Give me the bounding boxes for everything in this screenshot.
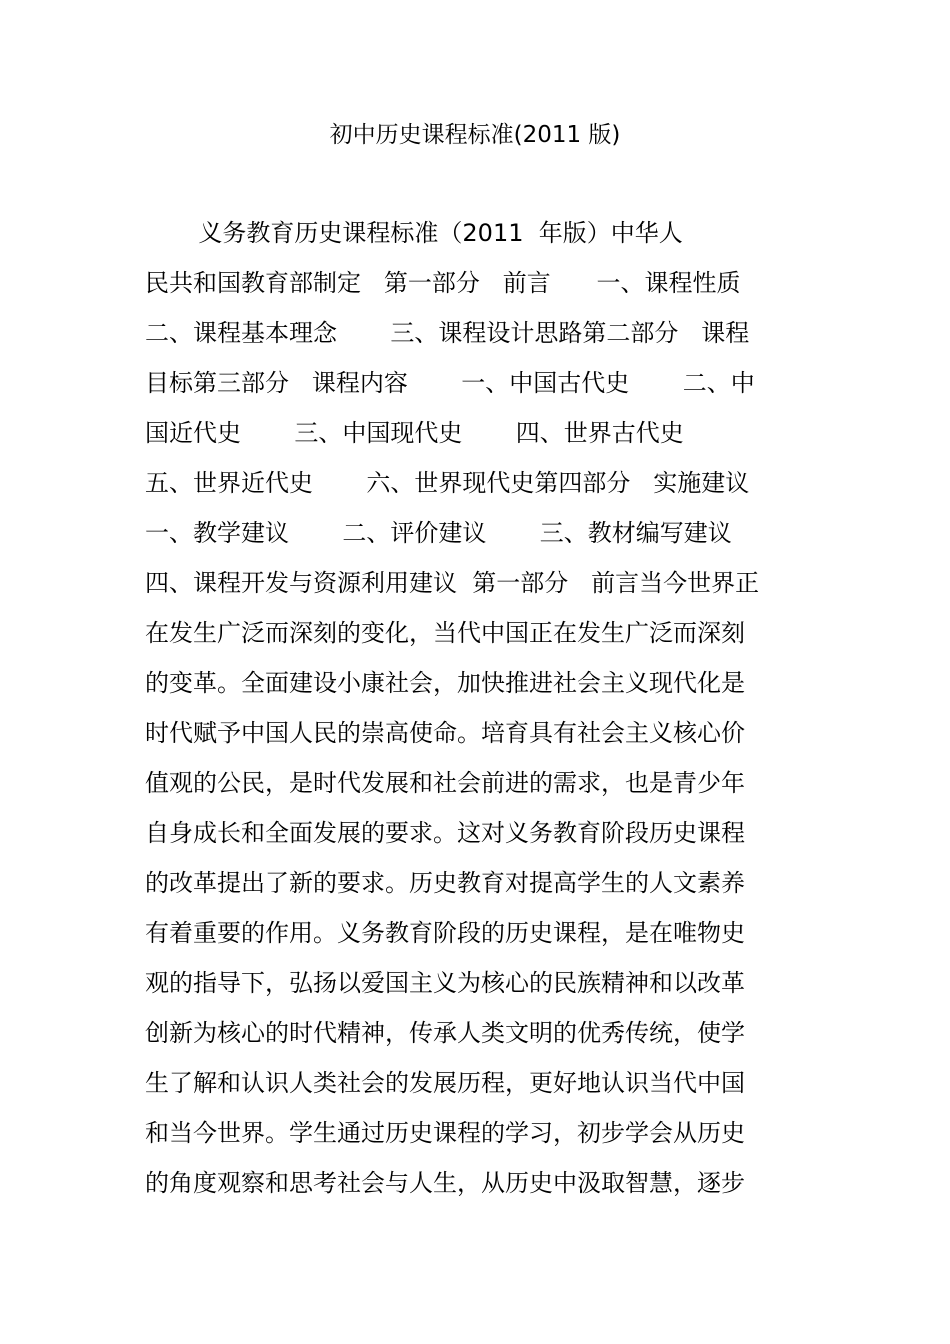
body-line-12: 值观的公民，是时代发展和社会前进的需求，也是青少年	[145, 769, 745, 797]
body-line-16: 观的指导下，弘扬以爱国主义为核心的民族精神和以改革	[145, 969, 745, 997]
body-line-18: 生了解和认识人类社会的发展历程，更好地认识当代中国	[145, 1069, 745, 1097]
body-line-9: 在发生广泛而深刻的变化，当代中国正在发生广泛而深刻	[145, 619, 745, 647]
body-line-17: 创新为核心的时代精神，传承人类文明的优秀传统，使学	[145, 1019, 745, 1047]
body-line-1: 义务教育历史课程标准（2011 年版）中华人	[145, 219, 683, 247]
body-line-20: 的角度观察和思考社会与人生，从历史中汲取智慧，逐步	[145, 1169, 745, 1197]
body-line-19: 和当今世界。学生通过历史课程的学习，初步学会从历史	[145, 1119, 745, 1147]
body-line-11: 时代赋予中国人民的崇高使命。培育具有社会主义核心价	[145, 719, 745, 747]
body-line-5: 国近代史 三、中国现代史 四、世界古代史	[145, 419, 684, 447]
document-title: 初中历史课程标准(2011 版)	[329, 122, 621, 148]
body-line-15: 有着重要的作用。义务教育阶段的历史课程，是在唯物史	[145, 919, 745, 947]
body-line-4: 目标第三部分 课程内容 一、中国古代史 二、中	[145, 369, 755, 397]
body-line-2: 民共和国教育部制定 第一部分 前言 一、课程性质	[145, 269, 741, 297]
body-line-14: 的改革提出了新的要求。历史教育对提高学生的人文素养	[145, 869, 745, 897]
body-line-8: 四、课程开发与资源利用建议 第一部分 前言当今世界正	[145, 569, 760, 597]
body-line-7: 一、教学建议 二、评价建议 三、教材编写建议	[145, 519, 732, 547]
body-line-10: 的变革。全面建设小康社会，加快推进社会主义现代化是	[145, 669, 745, 697]
document-body	[145, 208, 805, 1208]
body-line-3: 二、课程基本理念 三、课程设计思路第二部分 课程	[145, 319, 750, 347]
body-line-13: 自身成长和全面发展的要求。这对义务教育阶段历史课程	[145, 819, 745, 847]
body-line-6: 五、世界近代史 六、世界现代史第四部分 实施建议	[145, 469, 750, 497]
